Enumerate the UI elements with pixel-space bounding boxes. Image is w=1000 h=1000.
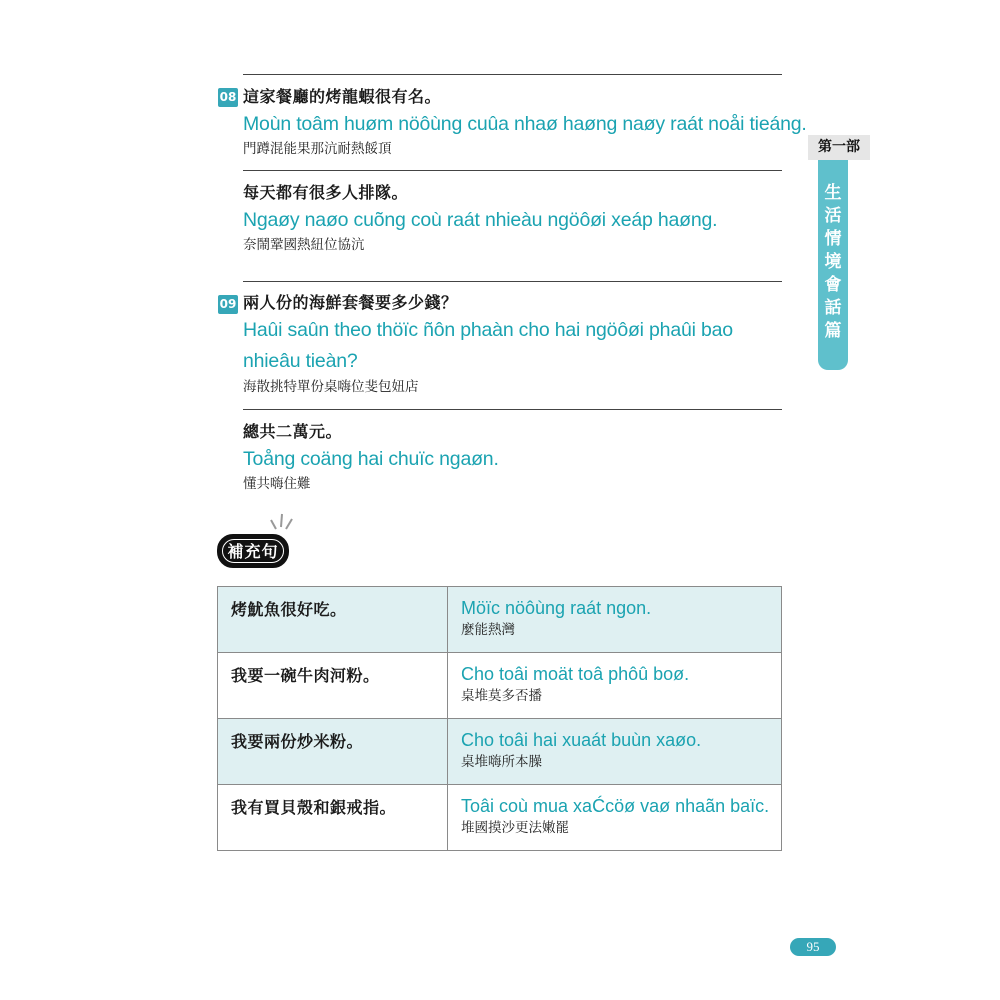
chinese-cell: 烤魷魚很好吃。 (218, 587, 448, 653)
vietnamese-sentence: Cho toâi moät toâ phôû boø. (461, 664, 690, 684)
section-title: 生活情境會話篇 (824, 183, 842, 341)
dialogue-number-badge: 08 (218, 88, 238, 107)
dialogue-number-badge: 09 (218, 295, 238, 314)
table-row (218, 653, 782, 719)
vietnamese-sentence: Ngaøy naøo cuõng coù raát nhieàu ngöôøi xeáp haøng. (243, 209, 718, 231)
pronunciation-text: 桌堆莫多否播 (461, 688, 542, 704)
line-divider (243, 170, 782, 171)
line-divider (243, 409, 782, 410)
pronunciation-text: 堆國摸沙更法嫩罷 (461, 820, 569, 836)
vietnamese-cell (448, 653, 782, 719)
chinese-sentence: 總共二萬元。 (243, 422, 343, 441)
chinese-sentence: 這家餐廳的烤龍蝦很有名。 (243, 87, 442, 106)
pronunciation-text: 麼能熱灣 (461, 622, 515, 638)
vietnamese-cell (448, 785, 782, 851)
table-row (218, 587, 782, 653)
vietnamese-sentence: Toång coäng hai chuïc ngaøn. (243, 448, 499, 470)
supplementary-table (217, 586, 782, 851)
supplementary-label: 補充句 (222, 539, 284, 563)
pronunciation-text: 奈鬧鞏國熱紐位協沆 (243, 237, 365, 253)
supplementary-badge (217, 532, 287, 566)
vietnamese-cell (448, 587, 782, 653)
part-label: 第一部 (808, 135, 870, 160)
chinese-cell: 我要一碗牛肉河粉。 (218, 653, 448, 719)
chinese-sentence: 每天都有很多人排隊。 (243, 183, 409, 202)
dialogue-line (243, 85, 807, 159)
vietnamese-sentence: Haûi saûn theo thöïc ñôn phaàn cho hai ngöôøi phaûi bao nhieâu tieàn? (243, 319, 733, 372)
table-row (218, 719, 782, 785)
table-row (218, 785, 782, 851)
vietnamese-sentence: Toâi coù mua xaĆcöø vaø nhaãn baïc. (461, 796, 770, 816)
chinese-sentence: 兩人份的海鮮套餐要多少錢？ (243, 293, 458, 312)
section-tab (818, 160, 848, 370)
vietnamese-sentence: Möïc nöôùng raát ngon. (461, 598, 652, 618)
vietnamese-sentence: Cho toâi hai xuaát buùn xaøo. (461, 730, 702, 750)
vietnamese-sentence: Moùn toâm huøm nöôùng cuûa nhaø haøng naøy raát noåi tieáng. (243, 113, 807, 135)
dialogue-line (243, 291, 788, 397)
dialogue-line (243, 181, 788, 255)
chinese-cell: 我要兩份炒米粉。 (218, 719, 448, 785)
dialogue-divider (243, 281, 782, 282)
spark-icon (265, 512, 295, 534)
pronunciation-text: 海散挑特單份桌嗨位斐包妞店 (243, 379, 419, 395)
dialogue-line (243, 420, 788, 494)
page-number: 95 (790, 938, 836, 956)
vietnamese-cell (448, 719, 782, 785)
pronunciation-text: 門蹲混能果那沆耐熱餒頂 (243, 141, 392, 157)
pronunciation-text: 懂共嗨住難 (243, 476, 311, 492)
pronunciation-text: 桌堆嗨所本臊 (461, 754, 542, 770)
top-rule (243, 74, 782, 75)
chinese-cell: 我有買貝殼和銀戒指。 (218, 785, 448, 851)
